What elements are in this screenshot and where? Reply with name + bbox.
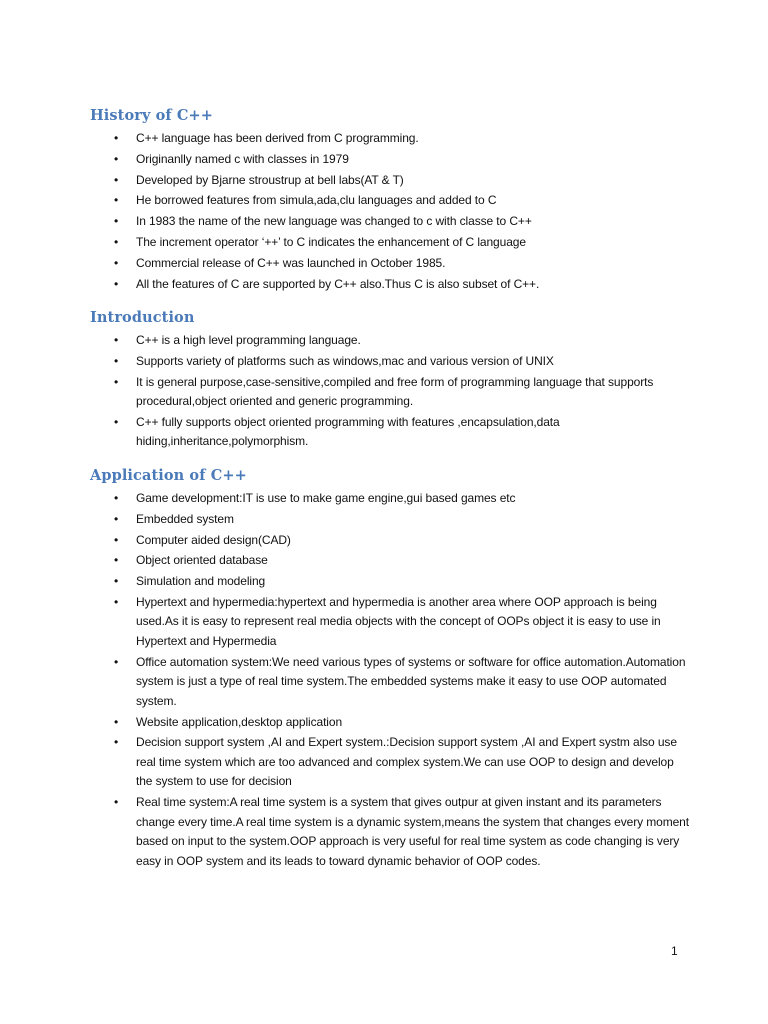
list-item-text: In 1983 the name of the new language was changed to c with classe to C++ bbox=[136, 214, 532, 229]
list-item bbox=[90, 352, 690, 372]
list-item-text: Simulation and modeling bbox=[136, 574, 266, 589]
list-item bbox=[90, 713, 690, 733]
list-item bbox=[90, 551, 690, 571]
section-heading: Introduction bbox=[90, 309, 195, 326]
list-item bbox=[90, 191, 690, 211]
bullet-icon: • bbox=[114, 172, 119, 187]
list-item-text: C++ is a high level programming language. bbox=[136, 333, 361, 347]
bullet-icon: • bbox=[114, 491, 119, 505]
list-item-text: Developed by Bjarne stroustrup at bell labs(AT & T) bbox=[136, 172, 404, 187]
bullet-icon: • bbox=[114, 594, 119, 609]
list-item bbox=[90, 531, 690, 551]
bullet-icon: • bbox=[114, 151, 119, 166]
bullet-icon: • bbox=[114, 735, 119, 750]
list-item bbox=[90, 510, 690, 530]
list-item-text: Office automation system:We need various types of systems or software for office automation.Automation system is just a type of real time system.The embedded systems make it easy to use OOP automated system. bbox=[136, 654, 686, 708]
list-item-text: Originanlly named c with classes in 1979 bbox=[136, 151, 349, 166]
section-introduction bbox=[90, 307, 690, 453]
bullet-list bbox=[90, 129, 690, 294]
list-item-text: Game development:IT is use to make game engine,gui based games etc bbox=[136, 491, 516, 505]
bullet-icon: • bbox=[114, 255, 119, 270]
list-item bbox=[90, 254, 690, 274]
bullet-list bbox=[90, 331, 690, 452]
bullet-icon: • bbox=[114, 234, 119, 249]
bullet-icon: • bbox=[114, 574, 119, 589]
list-item bbox=[90, 129, 690, 149]
bullet-icon: • bbox=[114, 276, 119, 291]
list-item-text: Website application,desktop application bbox=[136, 714, 343, 729]
bullet-icon: • bbox=[114, 553, 119, 568]
bullet-icon: • bbox=[114, 714, 119, 729]
list-item-text: All the features of C are supported by C++ also.Thus C is also subset of C++. bbox=[136, 276, 540, 291]
list-item-text: The increment operator ‘++’ to C indicates the enhancement of C language bbox=[136, 234, 526, 249]
list-item bbox=[90, 653, 690, 712]
list-item bbox=[90, 733, 690, 792]
section-application bbox=[90, 465, 690, 872]
list-item bbox=[90, 171, 690, 191]
bullet-list bbox=[90, 489, 690, 871]
bullet-icon: • bbox=[114, 795, 119, 810]
list-item bbox=[90, 150, 690, 170]
section-heading: History of C++ bbox=[90, 107, 214, 124]
list-item-text: Decision support system ,AI and Expert system.:Decision support system ,AI and Expert systm also use real time system which are too advanced and complex system.We can use OOP to design and develop the system to use for decision bbox=[136, 735, 677, 789]
list-item bbox=[90, 373, 690, 412]
bullet-icon: • bbox=[114, 532, 119, 547]
list-item-text: Computer aided design(CAD) bbox=[136, 532, 291, 547]
list-item-text: It is general purpose,case-sensitive,compiled and free form of programming language that supports procedural,object oriented and generic programming. bbox=[136, 374, 654, 409]
bullet-icon: • bbox=[114, 193, 119, 208]
list-item-text: Hypertext and hypermedia:hypertext and hypermedia is another area where OOP approach is being used.As it is easy to represent real media objects with the concept of OOPs object it is easy to use in Hypertext and Hypermedia bbox=[136, 594, 661, 648]
bullet-icon: • bbox=[114, 131, 119, 145]
bullet-icon: • bbox=[114, 374, 119, 389]
section-heading: Application of C++ bbox=[90, 467, 247, 484]
list-item bbox=[90, 489, 690, 509]
list-item-text: Real time system:A real time system is a system that gives outpur at given instant and its parameters change every time.A real time system is a dynamic system,means the system that changes every moment based on input to the system.OOP approach is very useful for real time system as code changing is very easy in OOP system and its leads to toward dynamic behavior of OOP codes. bbox=[136, 795, 689, 868]
list-item-text: He borrowed features from simula,ada,clu languages and added to C bbox=[136, 193, 497, 208]
list-item bbox=[90, 331, 690, 351]
list-item bbox=[90, 275, 690, 295]
list-item-text: Embedded system bbox=[136, 511, 234, 526]
bullet-icon: • bbox=[114, 214, 119, 229]
section-history bbox=[90, 105, 690, 295]
list-item-text: Commercial release of C++ was launched in October 1985. bbox=[136, 255, 446, 270]
list-item bbox=[90, 793, 690, 871]
list-item-text: Object oriented database bbox=[136, 553, 268, 568]
list-item bbox=[90, 212, 690, 232]
bullet-icon: • bbox=[114, 414, 119, 429]
list-item bbox=[90, 593, 690, 652]
bullet-icon: • bbox=[114, 654, 119, 669]
list-item-text: C++ language has been derived from C programming. bbox=[136, 131, 419, 145]
list-item bbox=[90, 233, 690, 253]
bullet-icon: • bbox=[114, 511, 119, 526]
list-item-text: C++ fully supports object oriented programming with features ,encapsulation,data hiding,inheritance,polymorphism. bbox=[136, 414, 560, 449]
list-item bbox=[90, 572, 690, 592]
page-number: 1 bbox=[671, 944, 678, 958]
bullet-icon: • bbox=[114, 333, 119, 347]
list-item bbox=[90, 413, 690, 452]
list-item-text: Supports variety of platforms such as windows,mac and various version of UNIX bbox=[136, 353, 554, 368]
bullet-icon: • bbox=[114, 353, 119, 368]
